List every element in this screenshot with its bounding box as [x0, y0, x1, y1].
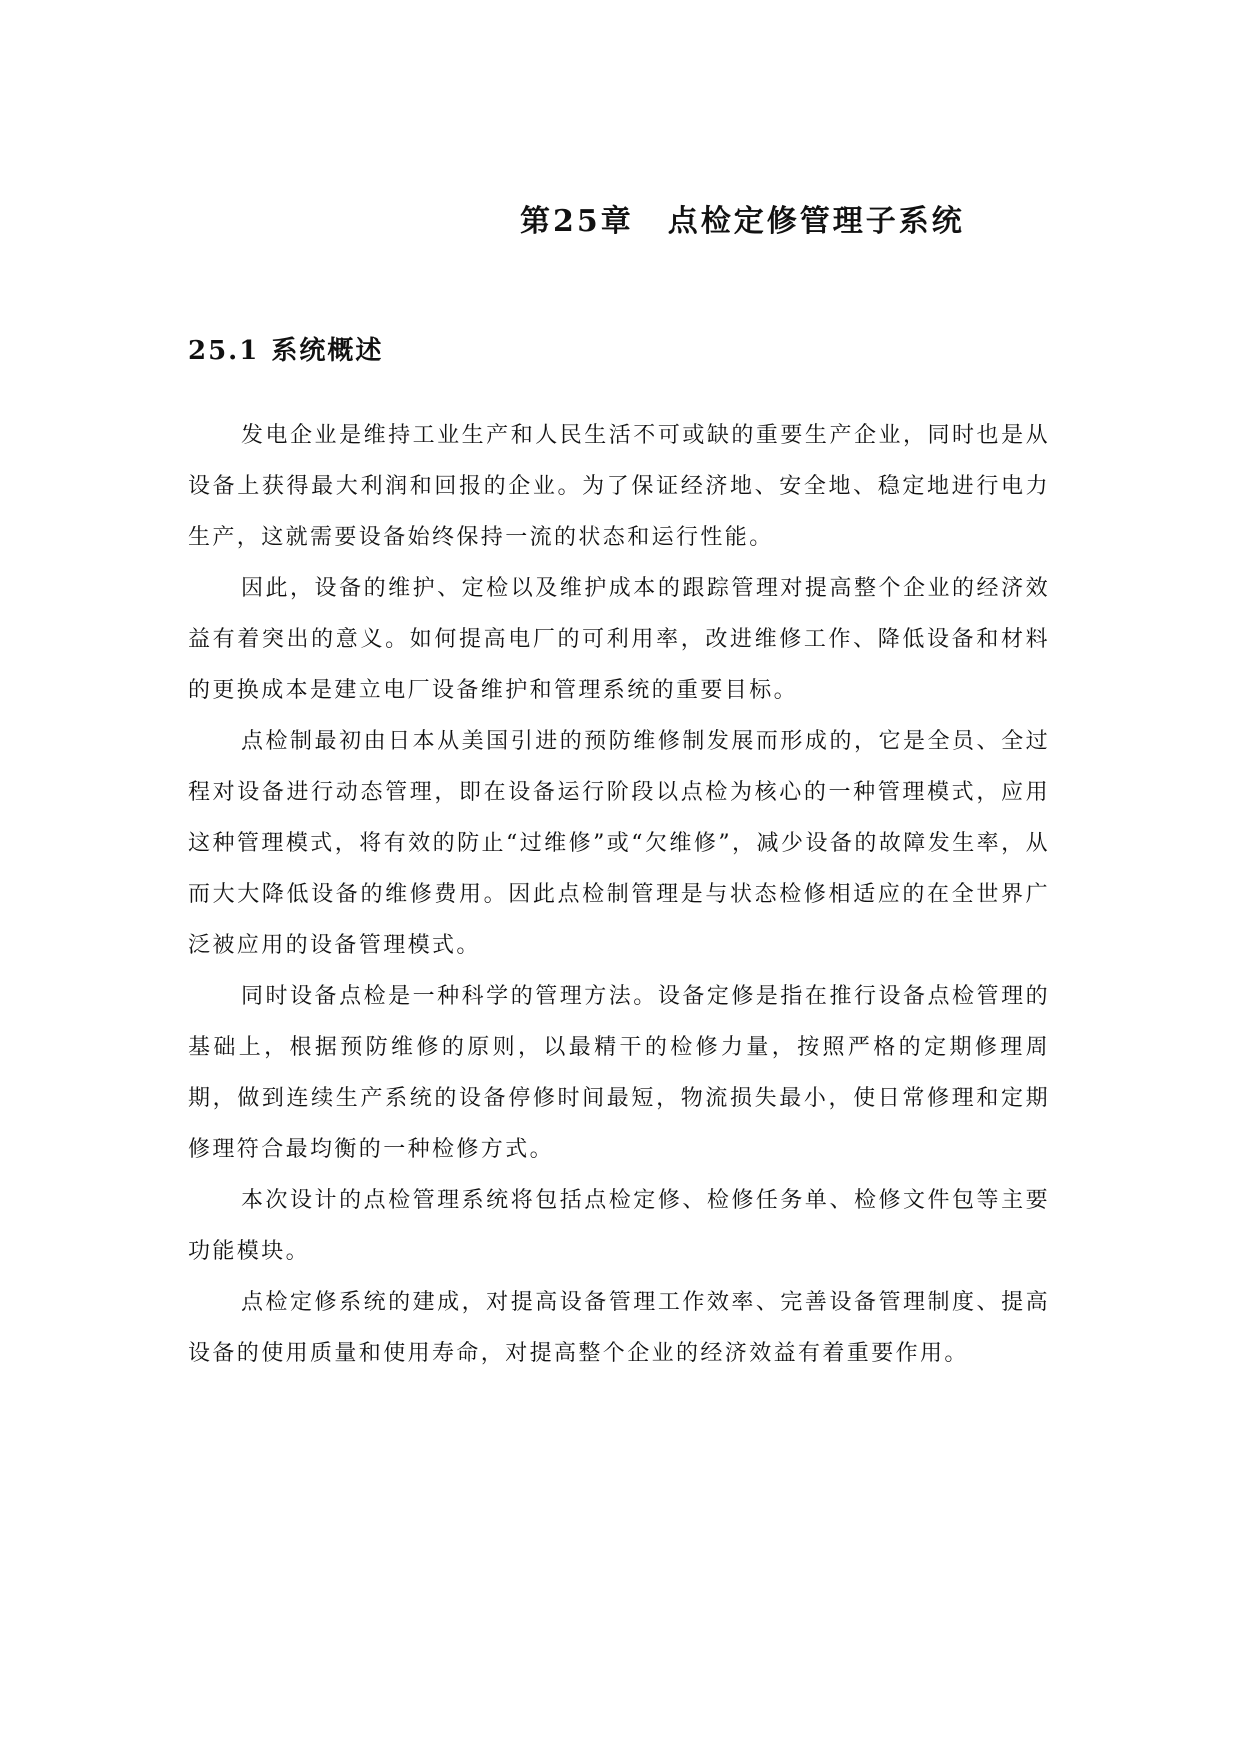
- chapter-heading: [520, 196, 965, 240]
- chapter-title: 点检定修管理子系统: [667, 204, 965, 239]
- chapter-number: 第25章: [520, 204, 634, 239]
- paragraph-5: 本次设计的点检管理系统将包括点检定修、检修任务单、检修文件包等主要功能模块。: [188, 1188, 1050, 1264]
- paragraph-4: 同时设备点检是一种科学的管理方法。设备定修是指在推行设备点检管理的基础上，根据预防维修的原则，以最精干的检修力量，按照严格的定期修理周期，做到连续生产系统的设备停修时间最短，物流损失最小，使日常修理和定期修理符合最均衡的一种检修方式。: [188, 984, 1050, 1162]
- paragraph-1: 发电企业是维持工业生产和人民生活不可或缺的重要生产企业，同时也是从设备上获得最大利润和回报的企业。为了保证经济地、安全地、稳定地进行电力生产，这就需要设备始终保持一流的状态和运行性能。: [188, 423, 1050, 550]
- paragraph-3: 点检制最初由日本从美国引进的预防维修制发展而形成的，它是全员、全过程对设备进行动态管理，即在设备运行阶段以点检为核心的一种管理模式，应用这种管理模式，将有效的防止“过维修”或“欠维修”，减少设备的故障发生率，从而大大降低设备的维修费用。因此点检制管理是与状态检修相适应的在全世界广泛被应用的设备管理模式。: [188, 729, 1050, 958]
- section-title: 系统概述: [271, 336, 384, 366]
- paragraph-6: 点检定修系统的建成，对提高设备管理工作效率、完善设备管理制度、提高设备的使用质量和使用寿命，对提高整个企业的经济效益有着重要作用。: [188, 1290, 1050, 1366]
- body-text: [188, 410, 1050, 1379]
- section-heading: [188, 330, 383, 367]
- section-number: 25.1: [188, 336, 260, 366]
- paragraph-2: 因此，设备的维护、定检以及维护成本的跟踪管理对提高整个企业的经济效益有着突出的意义。如何提高电厂的可利用率，改进维修工作、降低设备和材料的更换成本是建立电厂设备维护和管理系统的重要目标。: [188, 576, 1050, 703]
